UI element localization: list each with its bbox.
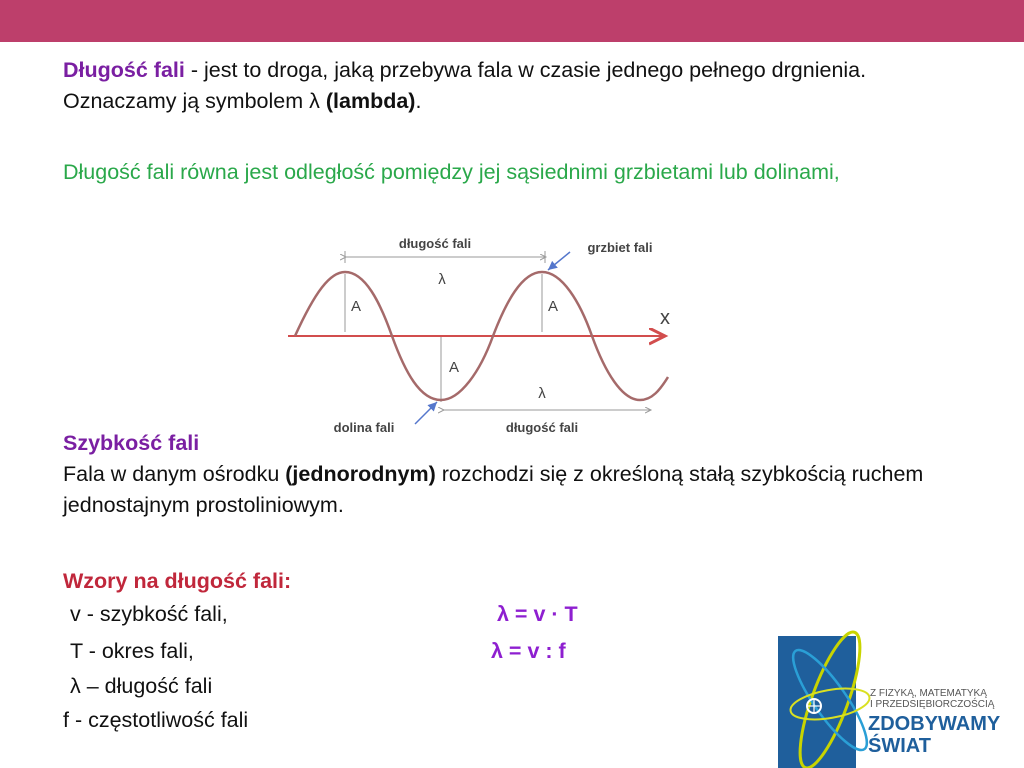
speed-bold: (jednorodnym): [285, 462, 436, 486]
definition-end: .: [415, 89, 422, 113]
logo-line-4: ŚWIAT: [868, 735, 931, 757]
label-bottom-wavelength: długość fali: [505, 420, 579, 435]
speed-text: [63, 459, 963, 521]
label-trough: dolina fali: [333, 420, 395, 435]
v-definition: v - szybkość fali,: [70, 602, 228, 626]
wave-diagram: [280, 232, 680, 442]
formulas-title: Wzory na długość fali:: [63, 569, 292, 593]
project-logo: [770, 620, 1024, 768]
f-definition: f - częstotliwość fali: [63, 708, 249, 732]
term-wavelength: Długość fali: [63, 58, 185, 82]
amp-bottom: A: [448, 359, 460, 376]
logo-blue-panel: [778, 636, 856, 768]
label-top-wavelength: długość fali: [398, 236, 472, 251]
definition-text: - jest to droga, jaką przebywa fala w czasie jednego pełnego drgnienia. Oznaczamy ją symbolem λ: [63, 58, 867, 113]
speed-section: [63, 428, 963, 521]
speed-text-1: Fala w danym ośrodku: [63, 462, 286, 486]
formula-period: λ = v · T: [497, 602, 578, 626]
lambda-definition: λ – długość fali: [70, 674, 213, 698]
crest-pointer: [548, 252, 570, 270]
logo-line-1: Z FIZYKĄ, MATEMATYKĄ: [870, 688, 987, 699]
speed-title: Szybkość fali: [63, 431, 200, 455]
logo-line-2: I PRZEDSIĘBIORCZOŚCIĄ: [870, 699, 995, 710]
lambda-word: (lambda): [325, 89, 416, 113]
wavelength-distance-paragraph: Długość fali równa jest odległość pomiędzy jej sąsiednimi grzbietami lub dolinami,: [63, 160, 840, 184]
trough-pointer: [415, 402, 437, 424]
top-bar: [0, 0, 1024, 42]
axis-x-label: x: [660, 307, 670, 329]
amp-left: A: [350, 298, 362, 315]
lambda-top: λ: [438, 271, 446, 288]
label-crest: grzbiet fali: [587, 240, 653, 255]
logo-line-3: ZDOBYWAMY: [868, 713, 1001, 735]
amp-right: A: [547, 298, 559, 315]
definition-paragraph: [63, 55, 963, 117]
lambda-bottom: λ: [538, 385, 546, 402]
formula-frequency: λ = v : f: [491, 639, 566, 663]
speed-text-2: rozchodzi się z określoną stałą szybkością ruchem jednostajnym prostoliniowym.: [63, 462, 924, 517]
t-definition: T - okres fali,: [70, 639, 194, 663]
